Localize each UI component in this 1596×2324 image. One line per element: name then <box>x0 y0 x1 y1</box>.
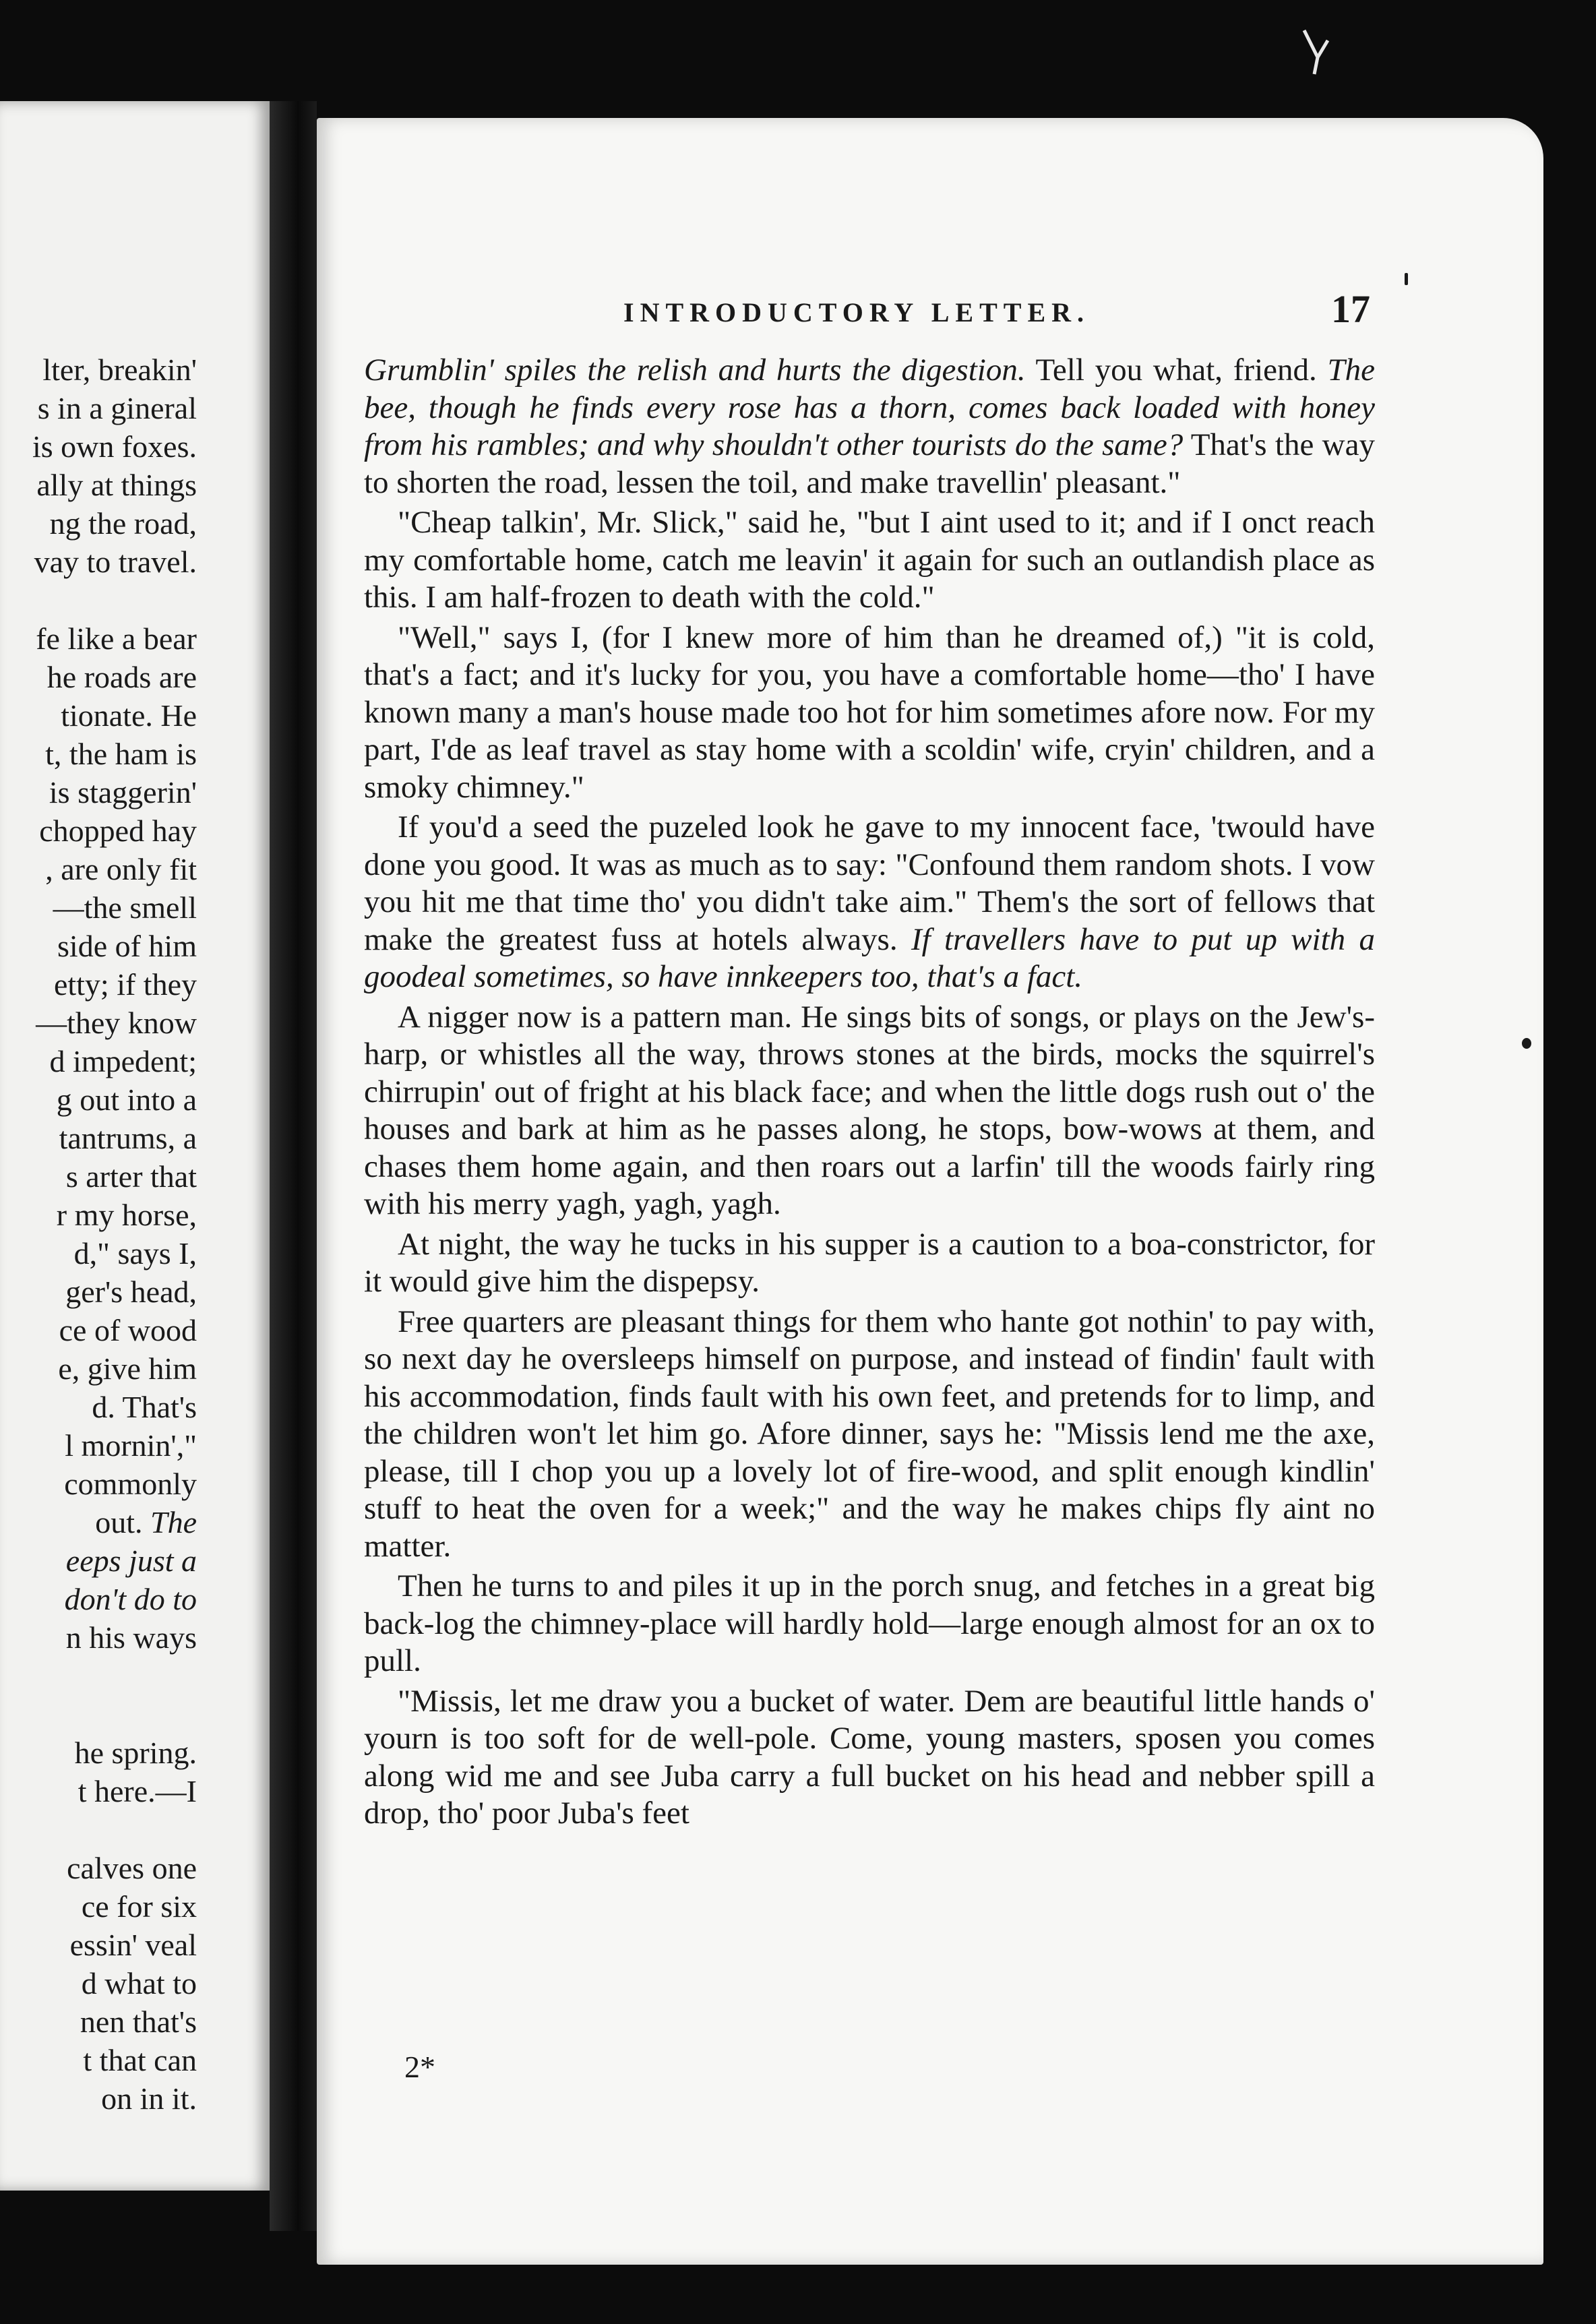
left-page-line: out. The <box>95 1505 197 1539</box>
running-head: INTRODUCTORY LETTER. <box>623 297 1091 328</box>
left-page-line: e, give him <box>58 1351 197 1386</box>
italic-text: If travellers have to put up with a goodeal sometimes, so have innkeepers too, that's a fact. <box>364 921 1375 994</box>
book-gutter <box>270 101 317 2231</box>
scan-speck <box>1522 1038 1531 1049</box>
text-span: A nigger now is a pattern man. He sings bits of songs, or plays on the Jew's-harp, or whistles all the way, throws stones at the birds, mocks the squirrel's chirrupin' out of fright at his black face; and when the little dogs rush out o' the houses and bark at him as he passes along, he stops, bow-wows at them, and chases them home again, and then roars out a larfin' till the woods fairly ring with his merry yagh, yagh, yagh. <box>364 999 1375 1221</box>
left-page-line: t that can <box>83 2043 197 2077</box>
left-page-line: he spring. <box>74 1736 197 1770</box>
text-span: Then he turns to and piles it up in the porch snug, and fetches in a great big back-log the chimney-place will hardly hold—large enough almost for an ox to pull. <box>364 1568 1375 1678</box>
left-page-line: essin' veal <box>69 1928 197 1962</box>
text-span: "Cheap talkin', Mr. Slick," said he, "but I aint used to it; and if I onct reach my comfortable home, catch me leavin' it again for such an outlandish place as this. I am half-frozen to death with the cold." <box>364 505 1375 615</box>
scan-artifact-mark <box>1301 27 1334 81</box>
text-span: Free quarters are pleasant things for them who hante got nothin' to pay with, so next day he oversleeps himself on purpose, and instead of findin' fault with his accommodation, finds fault with his own feet, and pretends for to limp, and the children won't let him go. Afore dinner, says he: "Missis lend me the axe, please, till I chop you up a lovely lot of fire-wood, and split enough kindlin' stuff to heat the oven for a week;" and the way he makes chips fly aint no matter. <box>364 1304 1375 1564</box>
text-span: That's the way to shorten the road, lessen the toil, and make travellin' pleasant." <box>364 427 1375 500</box>
left-page-line: chopped hay <box>39 814 197 848</box>
left-page-line: d what to <box>81 1966 197 2000</box>
left-page-line: he roads are <box>47 660 197 694</box>
left-page-line: on in it. <box>101 2081 197 2116</box>
paragraph <box>364 352 1375 501</box>
left-page-line: side of him <box>57 929 197 963</box>
text-span: "Well," says I, (for I knew more of him than he dreamed of,) "it is cold, that's a fact; and it's lucky for you, you have a comfortable home—tho' I have known many a man's house made too hot for him sometimes afore now. For my part, I'de as leaf travel as stay home with a scoldin' wife, cryin' children, and a smoky chimney." <box>364 619 1375 805</box>
body-text <box>364 352 1375 1833</box>
paragraph <box>364 619 1375 807</box>
left-page-line: lter, breakin' <box>42 353 197 387</box>
paragraph <box>364 999 1375 1223</box>
italic-text: The bee, though he finds every rose has a thorn, comes back loaded with honey from his rambles; and why shouldn't other tourists do the same? <box>364 353 1375 462</box>
left-page-line: fe like a bear <box>36 621 197 656</box>
text-span: At night, the way he tucks in his supper is a caution to a boa-constrictor, for it would give him the dispepsy. <box>364 1226 1375 1299</box>
left-page-line: vay to travel. <box>34 545 197 579</box>
paragraph <box>364 1683 1375 1833</box>
left-page-line: calves one <box>67 1851 197 1885</box>
left-page-fragment-text <box>0 350 197 2118</box>
page-number: 17 <box>1331 287 1370 331</box>
paragraph <box>364 1226 1375 1301</box>
paragraph <box>364 1304 1375 1566</box>
left-page-line: —they know <box>36 1006 197 1040</box>
left-page-line: nen that's <box>80 2005 197 2039</box>
left-page-line <box>0 1695 197 1734</box>
left-page-line: ce for six <box>81 1889 197 1924</box>
left-page-line: eeps just a <box>65 1543 197 1578</box>
text-span: Tell you what, friend. <box>1025 353 1328 388</box>
left-page-line: is own foxes. <box>32 429 197 464</box>
left-page-line <box>0 1657 197 1695</box>
left-page-line: l mornin'," <box>65 1428 197 1463</box>
text-span: If you'd a seed the puzeled look he gave to my innocent face, 'twould have done you good. It was as much as to say: "Confound them random shots. I vow you hit me that time tho' you didn't take aim." Them's the sort of fellows that make the greatest fuss at hotels always. <box>364 809 1375 957</box>
left-page-line: n his ways <box>65 1620 197 1655</box>
left-page-line: —the smell <box>53 890 197 925</box>
left-page-line: don't do to <box>64 1582 197 1616</box>
italic-text: Grumblin' spiles the relish and hurts the digestion. <box>364 353 1026 388</box>
left-page-line: tantrums, a <box>59 1121 197 1155</box>
left-page <box>0 101 270 2191</box>
left-page-line <box>0 581 197 619</box>
text-span: "Missis, let me draw you a bucket of water. Dem are beautiful little hands o' yourn is too soft for de well-pole. Come, young masters, sposen you comes along wid me and see Juba carry a full bucket on his head and nebber spill a drop, tho' poor Juba's feet <box>364 1683 1375 1831</box>
left-page-line: commonly <box>64 1467 197 1501</box>
paragraph <box>364 1568 1375 1680</box>
left-page-line: is staggerin' <box>49 775 197 809</box>
left-page-line: , are only fit <box>45 852 197 886</box>
left-page-line <box>0 1810 197 1849</box>
paragraph <box>364 504 1375 617</box>
left-page-line: ger's head, <box>65 1275 197 1309</box>
left-page-line: s arter that <box>65 1159 197 1194</box>
left-page-line: ng the road, <box>49 506 197 541</box>
left-page-line: etty; if they <box>53 967 197 1002</box>
signature-mark: 2* <box>404 2050 435 2084</box>
left-page-line: t, the ham is <box>45 737 197 771</box>
left-page-line: tionate. He <box>61 698 197 733</box>
left-page-line: s in a gineral <box>37 391 197 425</box>
left-page-line: ce of wood <box>59 1313 197 1347</box>
scan-speck <box>1405 273 1408 285</box>
left-page-line: ally at things <box>36 468 197 502</box>
left-page-line: d. That's <box>92 1390 197 1424</box>
left-page-line: r my horse, <box>56 1198 197 1232</box>
paragraph <box>364 809 1375 996</box>
left-page-line: d," says I, <box>73 1236 197 1271</box>
left-page-line: d impedent; <box>49 1044 197 1078</box>
left-page-line: g out into a <box>56 1082 197 1117</box>
left-page-line: t here.—I <box>78 1774 197 1808</box>
